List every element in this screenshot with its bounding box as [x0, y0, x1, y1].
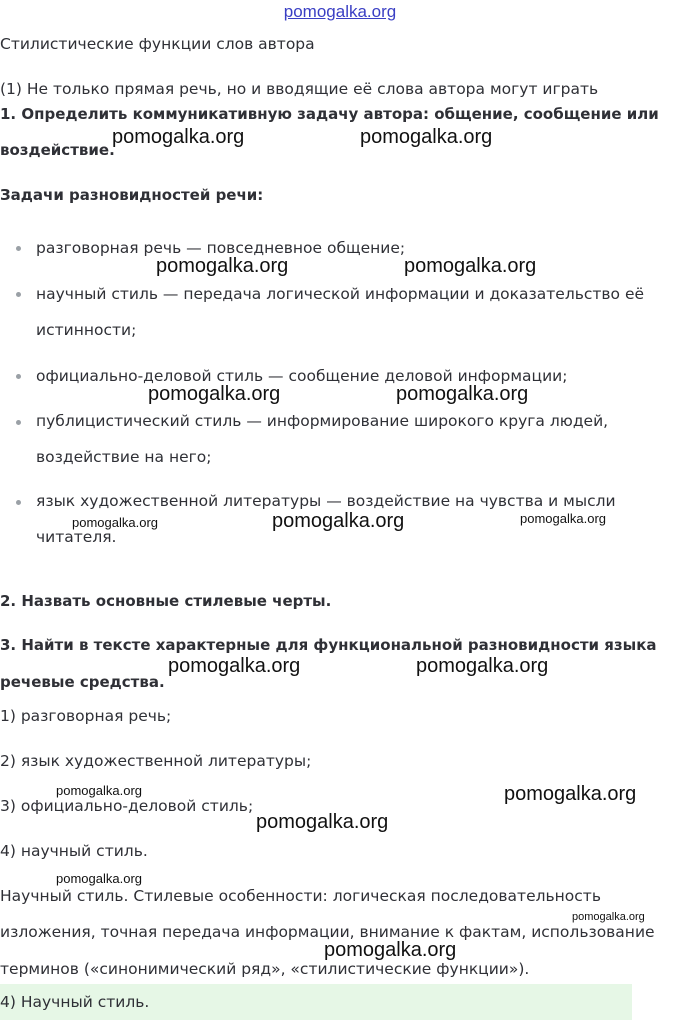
list-item: разговорная речь — повседневное общение;: [36, 239, 406, 257]
list-item: официально-деловой стиль — сообщение деловой информации;: [36, 367, 568, 385]
watermark: pomogalka.org: [112, 126, 245, 148]
step-3-line-2: речевые средства.: [0, 673, 165, 691]
site-link[interactable]: pomogalka.org: [283, 2, 397, 21]
list-item-cont: воздействие на него;: [36, 448, 212, 466]
watermark: pomogalka.org: [56, 783, 142, 798]
option-3: 3) официально-деловой стиль;: [0, 797, 254, 815]
step-1-line-2: воздействие.: [0, 141, 115, 159]
watermark: pomogalka.org: [396, 383, 529, 405]
watermark: pomogalka.org: [572, 911, 645, 923]
bullet-icon: [16, 420, 21, 425]
option-2: 2) язык художественной литературы;: [0, 752, 312, 770]
watermark: pomogalka.org: [56, 871, 142, 886]
explanation-line-1: Научный стиль. Стилевые особенности: логическая последовательность: [0, 887, 601, 905]
watermark: pomogalka.org: [520, 511, 606, 526]
watermark: pomogalka.org: [256, 811, 389, 833]
step-2: 2. Назвать основные стилевые черты.: [0, 592, 332, 610]
tasks-heading: Задачи разновидностей речи:: [0, 186, 264, 204]
explanation-line-3: терминов («синонимический ряд», «стилистические функции»).: [0, 960, 530, 978]
watermark: pomogalka.org: [168, 655, 301, 677]
bullet-icon: [16, 292, 21, 297]
list-item: публицистический стиль — информирование широкого круга людей,: [36, 412, 609, 430]
list-item-cont: истинности;: [36, 321, 137, 339]
watermark: pomogalka.org: [360, 126, 493, 148]
bullet-icon: [16, 246, 21, 251]
explanation-line-2: изложения, точная передача информации, внимание к фактам, использование: [0, 923, 655, 941]
watermark: pomogalka.org: [156, 255, 289, 277]
list-item: научный стиль — передача логической информации и доказательство её: [36, 285, 645, 303]
watermark: pomogalka.org: [404, 255, 537, 277]
option-4: 4) научный стиль.: [0, 842, 148, 860]
bullet-icon: [16, 374, 21, 379]
watermark: pomogalka.org: [72, 515, 158, 530]
watermark: pomogalka.org: [272, 510, 405, 532]
watermark: pomogalka.org: [148, 383, 281, 405]
step-1-line-1: 1. Определить коммуникативную задачу автора: общение, сообщение или: [0, 105, 659, 123]
list-item-cont: читателя.: [36, 528, 117, 546]
list-item: язык художественной литературы — воздействие на чувства и мысли: [36, 492, 616, 510]
watermark: pomogalka.org: [324, 939, 457, 961]
option-1: 1) разговорная речь;: [0, 707, 172, 725]
intro-text: (1) Не только прямая речь, но и вводящие её слова автора могут играть: [0, 80, 599, 98]
step-3-line-1: 3. Найти в тексте характерные для функциональной разновидности языка: [0, 636, 657, 654]
watermark: pomogalka.org: [416, 655, 549, 677]
page-title: Стилистические функции слов автора: [0, 35, 315, 53]
watermark: pomogalka.org: [504, 783, 637, 805]
bullet-icon: [16, 500, 21, 505]
answer-box: 4) Научный стиль.: [0, 984, 632, 1020]
